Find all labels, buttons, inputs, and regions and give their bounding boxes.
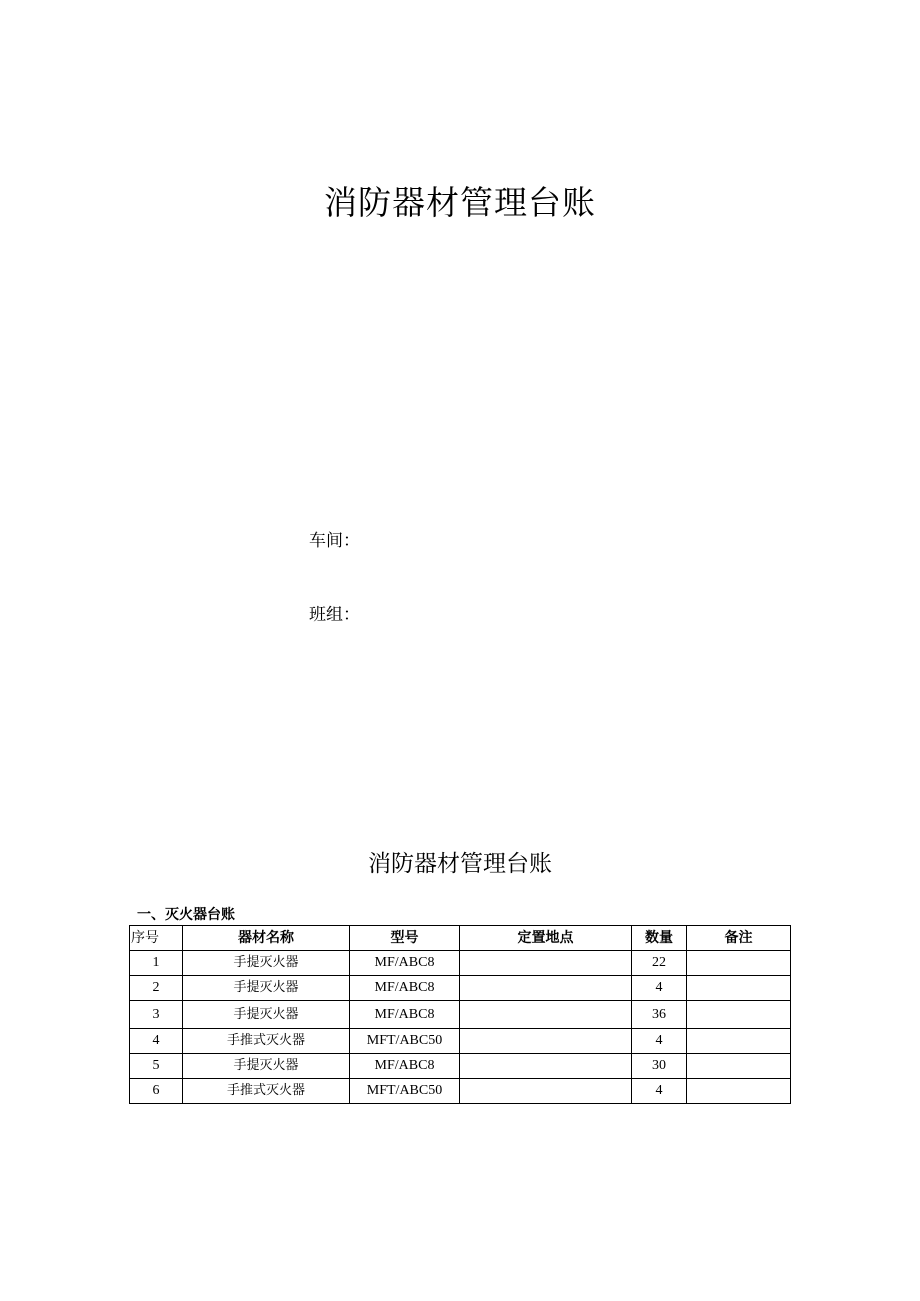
cell-note bbox=[687, 1029, 791, 1054]
header-model: 型号 bbox=[350, 926, 460, 951]
table-row bbox=[130, 1001, 791, 1029]
cell-note bbox=[687, 1054, 791, 1079]
cell-location bbox=[460, 1054, 632, 1079]
header-name: 器材名称 bbox=[183, 926, 350, 951]
cell-note bbox=[687, 951, 791, 976]
cell-seq: 2 bbox=[130, 976, 183, 1001]
table-header-row bbox=[130, 926, 791, 951]
section-heading: 一、灭火器台账 bbox=[137, 907, 235, 923]
cell-name: 手推式灭火器 bbox=[183, 1029, 350, 1054]
cell-location bbox=[460, 1029, 632, 1054]
header-note: 备注 bbox=[687, 926, 791, 951]
cover-title: 消防器材管理台账 bbox=[324, 183, 596, 222]
cell-location bbox=[460, 1079, 632, 1104]
header-quantity: 数量 bbox=[632, 926, 687, 951]
cell-quantity: 30 bbox=[632, 1054, 687, 1079]
extinguisher-ledger-table bbox=[129, 925, 791, 1104]
cell-model: MF/ABC8 bbox=[350, 1001, 460, 1029]
cell-note bbox=[687, 1001, 791, 1029]
cell-quantity: 4 bbox=[632, 1079, 687, 1104]
team-field-label: 班组： bbox=[309, 605, 360, 625]
cell-model: MF/ABC8 bbox=[350, 951, 460, 976]
table-row bbox=[130, 951, 791, 976]
header-seq: 序号 bbox=[130, 926, 183, 951]
cell-quantity: 4 bbox=[632, 1029, 687, 1054]
cell-model: MFT/ABC50 bbox=[350, 1079, 460, 1104]
table-row bbox=[130, 1054, 791, 1079]
cell-model: MFT/ABC50 bbox=[350, 1029, 460, 1054]
cell-model: MF/ABC8 bbox=[350, 976, 460, 1001]
table-row bbox=[130, 1079, 791, 1104]
cell-quantity: 22 bbox=[632, 951, 687, 976]
table-row bbox=[130, 976, 791, 1001]
cell-model: MF/ABC8 bbox=[350, 1054, 460, 1079]
header-location: 定置地点 bbox=[460, 926, 632, 951]
cell-seq: 1 bbox=[130, 951, 183, 976]
cell-name: 手推式灭火器 bbox=[183, 1079, 350, 1104]
table-row bbox=[130, 1029, 791, 1054]
ledger-title: 消防器材管理台账 bbox=[368, 851, 552, 877]
cell-name: 手提灭火器 bbox=[183, 951, 350, 976]
cell-quantity: 36 bbox=[632, 1001, 687, 1029]
cell-location bbox=[460, 951, 632, 976]
cell-seq: 5 bbox=[130, 1054, 183, 1079]
cell-seq: 3 bbox=[130, 1001, 183, 1029]
cell-note bbox=[687, 1079, 791, 1104]
cell-seq: 6 bbox=[130, 1079, 183, 1104]
cell-quantity: 4 bbox=[632, 976, 687, 1001]
cell-seq: 4 bbox=[130, 1029, 183, 1054]
cell-name: 手提灭火器 bbox=[183, 976, 350, 1001]
workshop-field-label: 车间： bbox=[309, 531, 360, 551]
cell-location bbox=[460, 1001, 632, 1029]
cell-name: 手提灭火器 bbox=[183, 1001, 350, 1029]
cell-note bbox=[687, 976, 791, 1001]
cell-location bbox=[460, 976, 632, 1001]
cell-name: 手提灭火器 bbox=[183, 1054, 350, 1079]
